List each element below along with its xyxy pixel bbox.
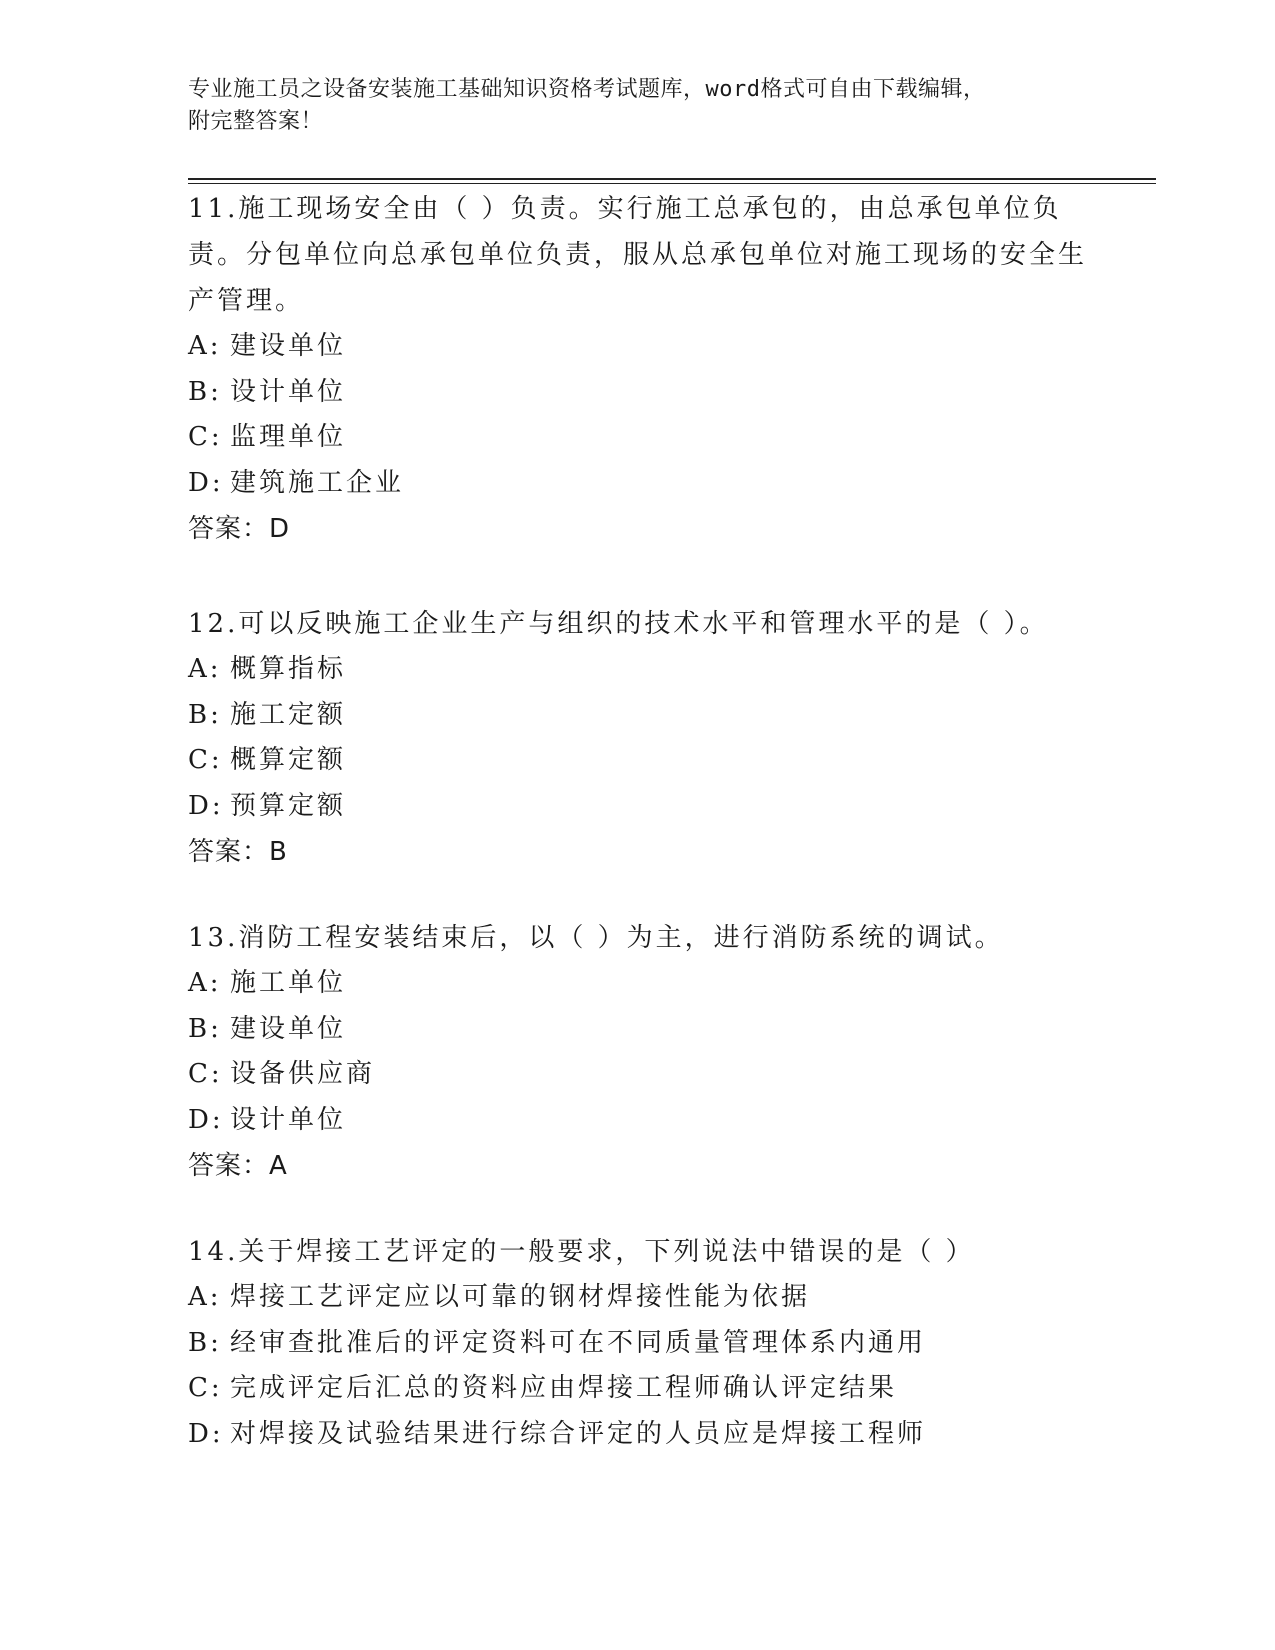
- option-text: 设计单位: [230, 1104, 347, 1135]
- answer-line: 答案：D: [188, 514, 291, 544]
- option-d: [188, 1098, 1088, 1144]
- option-text: 对焊接及试验结果进行综合评定的人员应是焊接工程师: [230, 1418, 927, 1449]
- option-text: 预算定额: [230, 790, 347, 821]
- option-text: 设备供应商: [230, 1059, 376, 1089]
- option-text: 建设单位: [230, 331, 347, 361]
- option-letter: B:: [188, 376, 222, 407]
- document-header: [188, 74, 1088, 138]
- option-a: [188, 1275, 1088, 1321]
- question-block: [188, 1227, 1088, 1457]
- option-letter: C:: [188, 1373, 223, 1403]
- option-letter: D:: [188, 467, 224, 498]
- option-letter: A:: [188, 331, 222, 361]
- option-c: [188, 738, 1088, 784]
- question-block: [188, 184, 1088, 552]
- option-letter: D:: [188, 790, 224, 821]
- answer-line: 答案：B: [188, 837, 288, 867]
- question-stem: 13.消防工程安装结束后，以（ ）为主，进行消防系统的调试。: [188, 923, 1004, 953]
- option-text: 建筑施工企业: [230, 467, 405, 498]
- option-letter: C:: [188, 1059, 223, 1089]
- header-line-2: 附完整答案！: [188, 109, 324, 134]
- option-d: [188, 784, 1088, 830]
- question-block: [188, 599, 1088, 875]
- option-letter: B:: [188, 1013, 222, 1044]
- option-text: 概算指标: [230, 654, 347, 684]
- option-text: 施工定额: [230, 699, 347, 730]
- option-text: 焊接工艺评定应以可靠的钢材焊接性能为依据: [230, 1282, 811, 1312]
- question-stem: 11.施工现场安全由（ ）负责。实行施工总承包的，由总承包单位负责。分包单位向总承包单位负责，服从总承包单位对施工现场的安全生产管理。: [188, 194, 1088, 316]
- option-b: [188, 370, 1088, 416]
- option-a: [188, 961, 1088, 1007]
- option-c: [188, 415, 1088, 461]
- option-letter: A:: [188, 654, 222, 684]
- option-letter: A:: [188, 968, 222, 998]
- option-text: 完成评定后汇总的资料应由焊接工程师确认评定结果: [230, 1373, 898, 1403]
- option-text: 经审查批准后的评定资料可在不同质量管理体系内通用: [230, 1327, 927, 1358]
- option-text: 监理单位: [230, 422, 347, 452]
- header-divider-thick: [188, 178, 1156, 180]
- option-b: [188, 1007, 1088, 1053]
- option-letter: B:: [188, 699, 222, 730]
- option-text: 概算定额: [230, 745, 347, 775]
- option-text: 设计单位: [230, 376, 347, 407]
- option-letter: C:: [188, 745, 223, 775]
- option-letter: D:: [188, 1104, 224, 1135]
- option-letter: B:: [188, 1327, 222, 1358]
- option-d: [188, 1412, 1088, 1458]
- option-letter: A:: [188, 1282, 222, 1312]
- question-block: [188, 913, 1088, 1189]
- header-line-1: 专业施工员之设备安装施工基础知识资格考试题库，word格式可自由下载编辑，: [188, 77, 986, 102]
- option-a: [188, 647, 1088, 693]
- option-d: [188, 461, 1088, 507]
- option-text: 施工单位: [230, 968, 347, 998]
- option-letter: D:: [188, 1418, 224, 1449]
- question-stem: 14.关于焊接工艺评定的一般要求，下列说法中错误的是（ ）: [188, 1237, 975, 1267]
- option-b: [188, 1321, 1088, 1367]
- option-c: [188, 1366, 1088, 1412]
- option-letter: C:: [188, 422, 223, 452]
- option-text: 建设单位: [230, 1013, 347, 1044]
- answer-line: 答案：A: [188, 1151, 288, 1181]
- question-stem: 12.可以反映施工企业生产与组织的技术水平和管理水平的是（ ）。: [188, 609, 1049, 639]
- option-b: [188, 693, 1088, 739]
- option-c: [188, 1052, 1088, 1098]
- option-a: [188, 324, 1088, 370]
